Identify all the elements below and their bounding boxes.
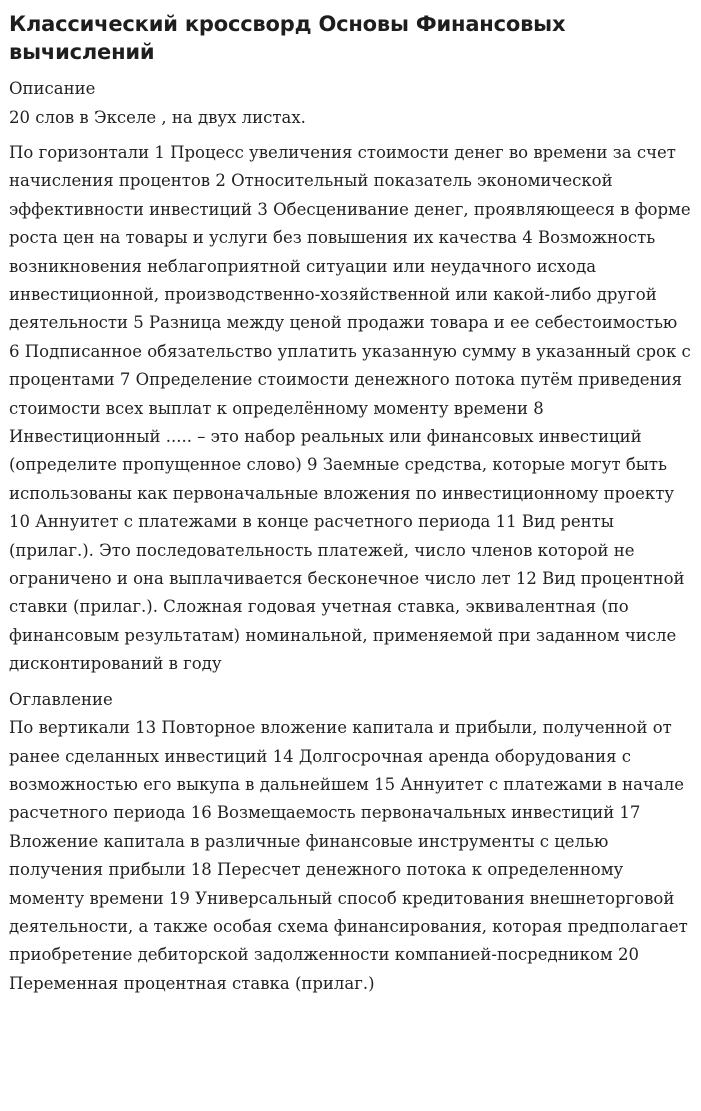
toc-label: Оглавление bbox=[9, 689, 113, 709]
description-text: 20 слов в Экселе , на двух листах. bbox=[9, 107, 306, 127]
vertical-clues: По вертикали 13 Повторное вложение капитала и прибыли, полученной от ранее сделанных инвестиций 14 Долгосрочная аренда оборудования с возможностью его выкупа в дальнейшем 15 Аннуитет с платежами в начале расчетного периода 16 Возмещаемость первоначальных инвестиций 17 Вложение капитала в различные финансовые инструменты с целью получения прибыли 18 Пересчет денежного потока к определенному моменту времени 19 Универсальный способ кредитования внешнеторговой деятельности, а также особая схема финансирования, которая предполагает приобретение дебиторской задолженности компанией-посредником 20 Переменная процентная ставка (прилаг.) bbox=[9, 718, 688, 993]
description-label: Описание bbox=[9, 79, 96, 98]
spacer bbox=[9, 679, 693, 686]
horizontal-clues: По горизонтали 1 Процесс увеличения стоимости денег во времени за счет начисления процентов 2 Относительный показатель экономической эффективности инвестиций 3 Обесценивание денег, проявляющееся в форме роста цен на товары и услуги без повышения их качества 4 Возможность возникновения неблагоприятной ситуации или неудачного исхода инвестиционной, производственно-хозяйственной или какой-либо другой деятельности 5 Разница между ценой продажи товара и ее себестоимостью 6 Подписанное обязательство уплатить указанную сумму в указанный срок с процентами 7 Определение стоимости денежного потока путём приведения стоимости всех выплат к определённому моменту времени 8 Инвестиционный ..... – это набор реальных или финансовых инвестиций (определите пропущенное слово) 9 Заемные средства, которые могут быть использованы как первоначальные вложения по инвестиционному проекту 10 Аннуитет с платежами в конце расчетного периода 11 Вид ренты (прилаг.). Это последовательность платежей, число членов которой не ограничено и она выплачивается бесконечное число лет 12 Вид процентной ставки (прилаг.). Сложная годовая учетная ставка, эквивалентная (по финансовым результатам) номинальной, применяемой при заданном числе дисконтирований в году bbox=[9, 142, 691, 674]
spacer bbox=[9, 132, 693, 139]
page-title: Классический кроссворд Основы Финансовых вычислений bbox=[9, 12, 566, 64]
